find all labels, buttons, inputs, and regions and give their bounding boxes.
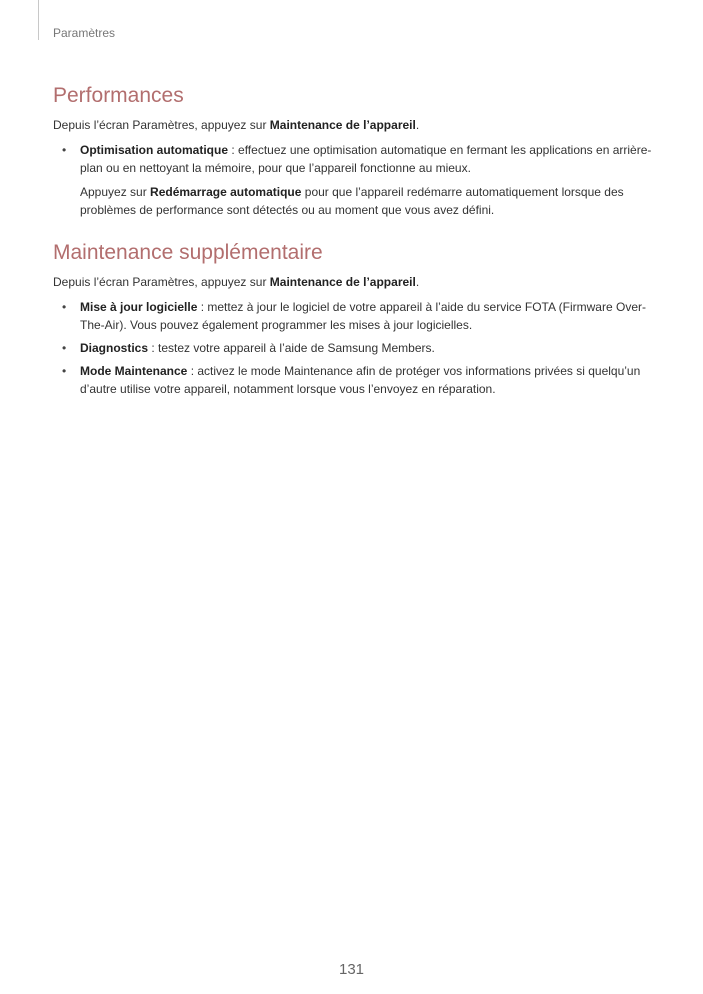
item-term: Optimisation automatique [80, 143, 229, 157]
item-description: : mettez à jour le logiciel de votre appareil à l’aide du service FOTA (Firmware Over-The-Air). Vous pouvez également programmer les mises à jour logicielles. [80, 300, 646, 332]
list-item-optimisation-automatique [53, 141, 653, 219]
maintenance-list [53, 298, 653, 398]
item-subparagraph [80, 183, 653, 219]
intro-text-end: . [415, 118, 420, 132]
section-intro-performances [53, 116, 653, 134]
section-title-performances: Performances [53, 84, 184, 107]
intro-text: Depuis l’écran Paramètres, appuyez sur [53, 275, 270, 289]
intro-text-end: . [415, 275, 420, 289]
page-number: 131 [338, 961, 365, 978]
subpara-term: Redémarrage automatique [150, 185, 302, 199]
section-title-maintenance-supplementaire: Maintenance supplémentaire [53, 241, 323, 264]
subpara-text-end: pour que l’appareil redémarre automatiquement lorsque des problèmes de performance sont détectés ou au moment que vous avez défini. [80, 185, 624, 217]
list-item-diagnostics [53, 339, 653, 357]
item-text [80, 300, 646, 332]
list-item-mode-maintenance [53, 362, 653, 398]
intro-menu-term: Maintenance de l’appareil [269, 275, 416, 289]
intro-text: Depuis l’écran Paramètres, appuyez sur [53, 118, 270, 132]
page-content [53, 80, 653, 403]
item-description: : effectuez une optimisation automatique en fermant les applications en arrière-plan ou en nettoyant la mémoire, pour que l’appareil fonctionne au mieux. [80, 143, 652, 175]
running-header: Paramètres [53, 26, 116, 40]
intro-menu-term: Maintenance de l’appareil [269, 118, 416, 132]
header-side-rule [38, 0, 39, 40]
item-text [80, 143, 651, 175]
subpara-text: Appuyez sur [80, 185, 151, 199]
item-term: Diagnostics [80, 341, 149, 355]
section-intro-maintenance [53, 273, 653, 291]
list-item-mise-a-jour-logicielle [53, 298, 653, 334]
item-term: Mise à jour logicielle [80, 300, 198, 314]
item-text [80, 341, 435, 355]
performances-list [53, 141, 653, 219]
bullet-icon: • [62, 341, 67, 355]
item-description: : activez le mode Maintenance afin de protéger vos informations privées si quelqu’un d’autre utilise votre appareil, notamment lorsque vous l’envoyez en réparation. [80, 364, 641, 396]
bullet-icon: • [62, 364, 67, 378]
item-description: : testez votre appareil à l’aide de Samsung Members. [148, 341, 435, 355]
bullet-icon: • [62, 300, 67, 314]
bullet-icon: • [62, 143, 67, 157]
item-text [80, 364, 640, 396]
item-term: Mode Maintenance [80, 364, 188, 378]
